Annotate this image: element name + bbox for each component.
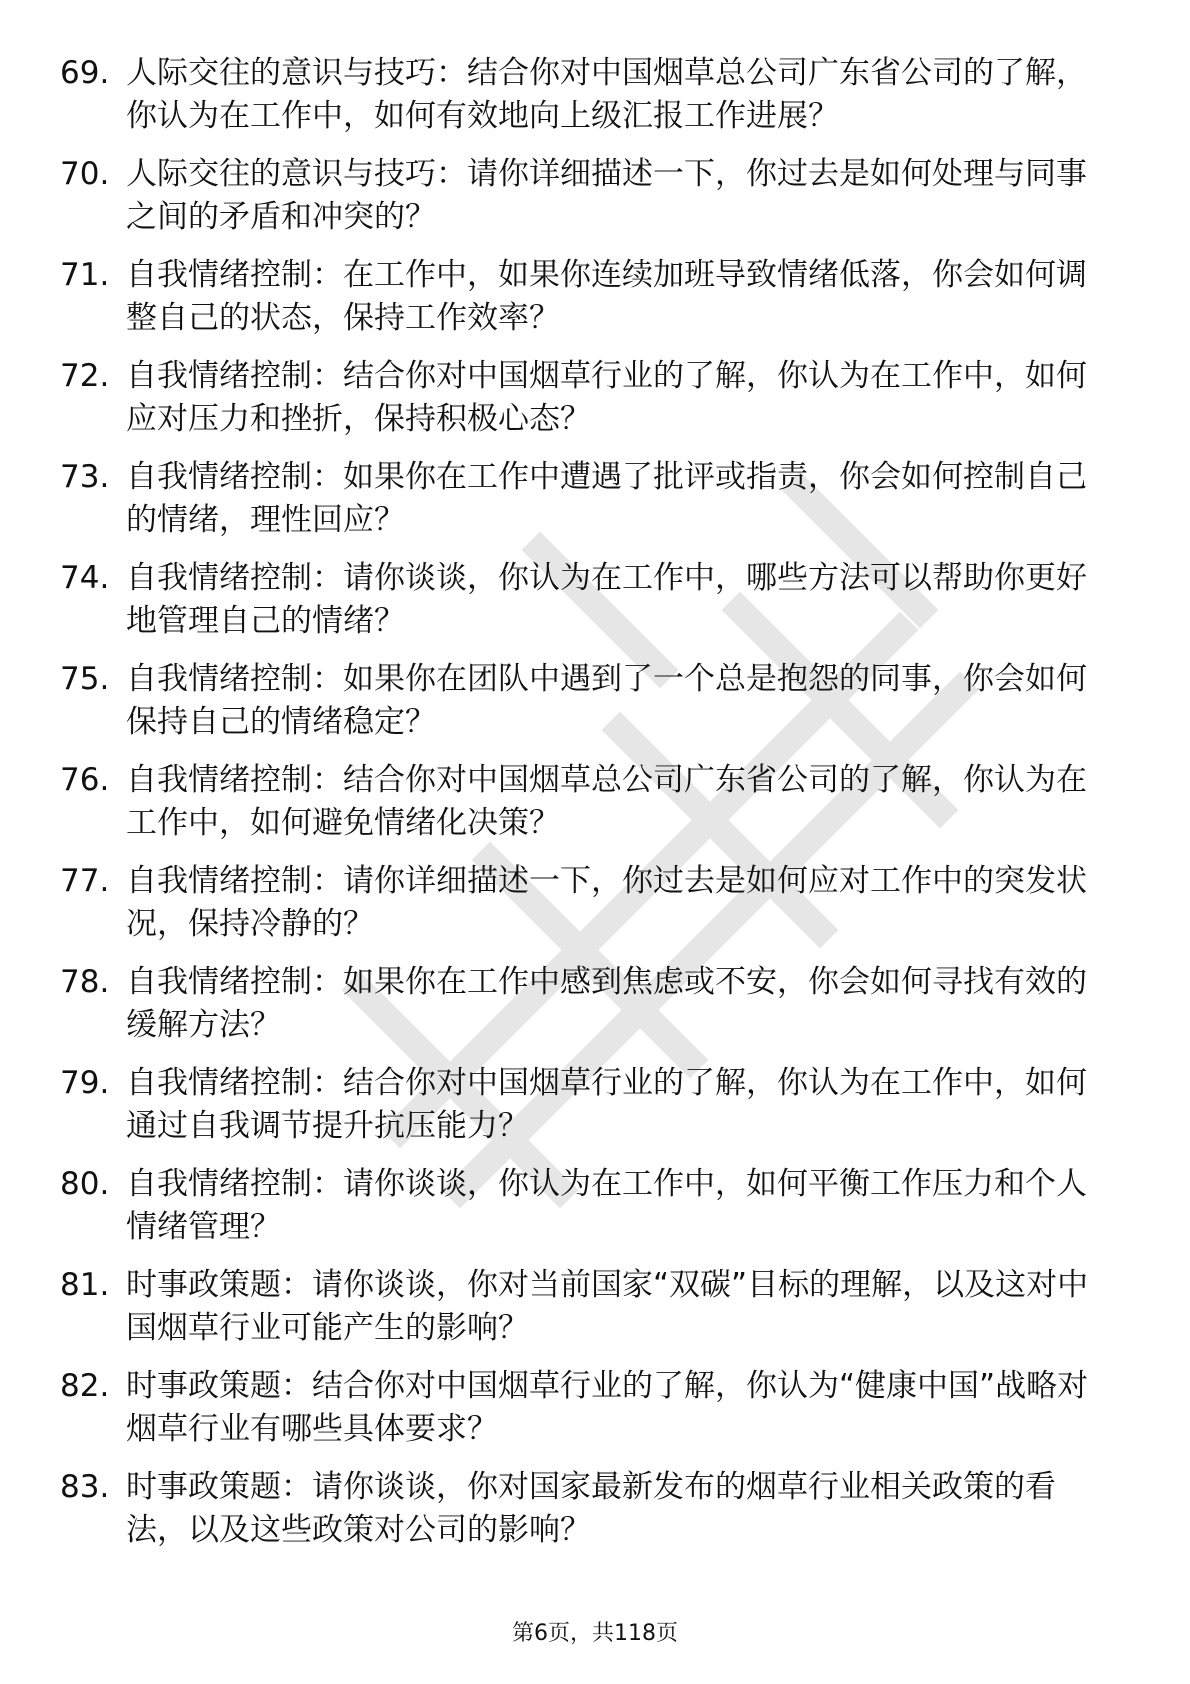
question-item: [60, 1062, 1100, 1148]
question-number: 76.: [60, 762, 110, 798]
question-text: 自我情绪控制：请你详细描述一下，你过去是如何应对工作中的突发状况，保持冷静的？: [126, 863, 1087, 942]
page-footer: 第6页，共118页: [512, 1621, 678, 1646]
question-list: [60, 52, 1100, 1567]
question-item: [60, 456, 1100, 542]
question-number: 80.: [60, 1166, 110, 1202]
question-text: 自我情绪控制：结合你对中国烟草行业的了解，你认为在工作中，如何通过自我调节提升抗压能力？: [126, 1065, 1087, 1144]
question-item: [60, 52, 1100, 138]
question-text: 自我情绪控制：如果你在团队中遇到了一个总是抱怨的同事，你会如何保持自己的情绪稳定？: [126, 661, 1087, 740]
question-item: [60, 961, 1100, 1047]
question-text: 自我情绪控制：结合你对中国烟草行业的了解，你认为在工作中，如何应对压力和挫折，保持积极心态？: [126, 358, 1087, 437]
question-number: 71.: [60, 257, 110, 293]
question-text: 人际交往的意识与技巧：结合你对中国烟草总公司广东省公司的了解，你认为在工作中，如何有效地向上级汇报工作进展？: [126, 55, 1087, 134]
question-number: 81.: [60, 1267, 110, 1303]
question-item: [60, 254, 1100, 340]
question-text: 自我情绪控制：如果你在工作中感到焦虑或不安，你会如何寻找有效的缓解方法？: [126, 964, 1087, 1043]
question-item: [60, 557, 1100, 643]
question-number: 75.: [60, 661, 110, 697]
question-text: 自我情绪控制：结合你对中国烟草总公司广东省公司的了解，你认为在工作中，如何避免情绪化决策？: [126, 762, 1087, 841]
question-text: 自我情绪控制：在工作中，如果你连续加班导致情绪低落，你会如何调整自己的状态，保持工作效率？: [126, 257, 1087, 336]
question-item: [60, 153, 1100, 239]
question-text: 自我情绪控制：请你谈谈，你认为在工作中，如何平衡工作压力和个人情绪管理？: [126, 1166, 1087, 1245]
question-number: 73.: [60, 459, 110, 495]
question-number: 74.: [60, 560, 110, 596]
question-text: 自我情绪控制：请你谈谈，你认为在工作中，哪些方法可以帮助你更好地管理自己的情绪？: [126, 560, 1087, 639]
question-number: 72.: [60, 358, 110, 394]
question-item: [60, 1163, 1100, 1249]
question-text: 时事政策题：请你谈谈，你对国家最新发布的烟草行业相关政策的看法，以及这些政策对公司的影响？: [126, 1469, 1056, 1548]
question-number: 83.: [60, 1469, 110, 1505]
question-item: [60, 355, 1100, 441]
question-item: [60, 658, 1100, 744]
question-number: 77.: [60, 863, 110, 899]
question-item: [60, 759, 1100, 845]
question-item: [60, 1466, 1100, 1552]
question-number: 70.: [60, 156, 110, 192]
question-item: [60, 1365, 1100, 1451]
question-number: 78.: [60, 964, 110, 1000]
question-text: 时事政策题：结合你对中国烟草行业的了解，你认为“健康中国”战略对烟草行业有哪些具体要求？: [126, 1368, 1089, 1447]
question-number: 69.: [60, 55, 110, 91]
question-text: 自我情绪控制：如果你在工作中遭遇了批评或指责，你会如何控制自己的情绪，理性回应？: [126, 459, 1087, 538]
question-number: 79.: [60, 1065, 110, 1101]
question-text: 时事政策题：请你谈谈，你对当前国家“双碳”目标的理解，以及这对中国烟草行业可能产生的影响？: [126, 1267, 1089, 1346]
question-number: 82.: [60, 1368, 110, 1404]
question-item: [60, 1264, 1100, 1350]
question-item: [60, 860, 1100, 946]
question-text: 人际交往的意识与技巧：请你详细描述一下，你过去是如何处理与同事之间的矛盾和冲突的？: [126, 156, 1087, 235]
